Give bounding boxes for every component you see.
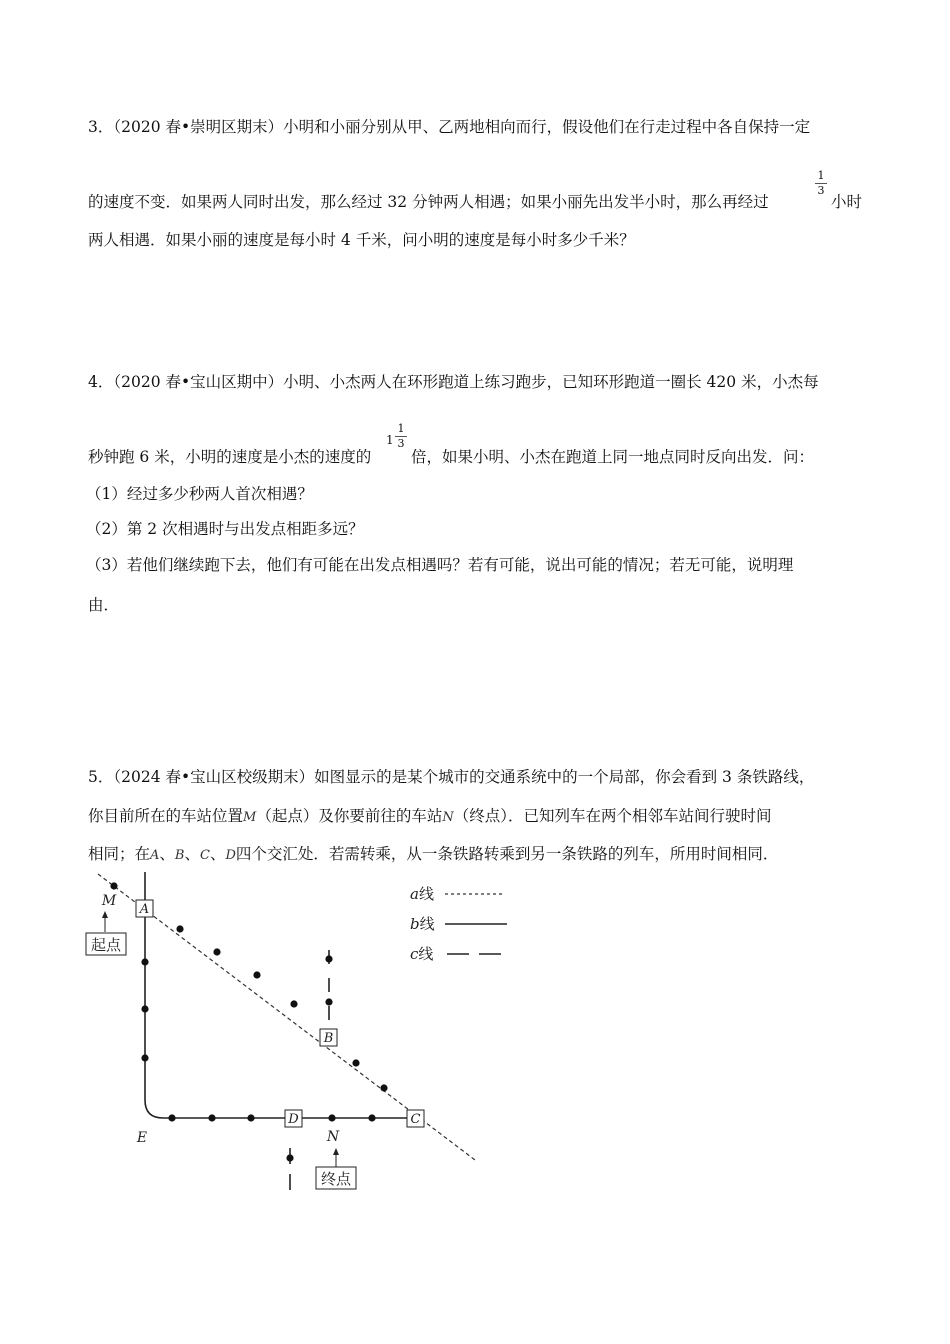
q4-line-2: 秒钟跑 6 米，小明的速度是小杰的速度的 <box>88 448 372 466</box>
junction-a-label: A <box>139 902 150 917</box>
junction-b <box>320 1029 337 1046</box>
station-dot <box>141 1005 148 1012</box>
b-line-track <box>145 872 418 1118</box>
label-e: E <box>136 1130 148 1146</box>
q4-sub-2: （2）第 2 次相遇时与出发点相距多远？ <box>86 520 364 538</box>
q5-var-m: M <box>243 810 257 825</box>
label-m: M <box>101 893 117 909</box>
q3-line-2-text: 的速度不变．如果两人同时出发，那么经过 32 分钟两人相遇；如果小丽先出发半小时，那么再经过 <box>88 193 769 211</box>
junction-c <box>407 1110 424 1127</box>
label-start: 起点 <box>90 936 122 954</box>
q5-sep-2: 、 <box>184 845 200 863</box>
start-arrow-head <box>102 911 108 918</box>
junction-b-label: B <box>323 1031 334 1046</box>
q4-line-1: 4．（2020 春•宝山区期中）小明、小杰两人在环形跑道上练习跑步，已知环形跑道一圈长 420 米，小杰每 <box>88 373 819 391</box>
legend-a-text: 线 <box>418 885 434 903</box>
q4-line-2-tail: 倍，如果小明、小杰在跑道上同一地点同时反向出发．问： <box>411 448 815 466</box>
q5-line-3-a: 相同；在 <box>88 845 151 863</box>
q4-sub-3-end: 由． <box>88 596 120 614</box>
station-dot <box>325 955 332 962</box>
q4-fraction-numerator: 1 <box>397 422 405 435</box>
station-dot <box>168 1114 175 1121</box>
station-m <box>110 882 117 889</box>
legend-a-var: a <box>410 885 419 903</box>
q5-var-c: C <box>200 848 210 863</box>
station-dot <box>141 958 148 965</box>
junction-c-label: C <box>410 1112 421 1127</box>
q3-fraction-denominator: 3 <box>817 184 825 197</box>
station-dot <box>380 1084 387 1091</box>
station-dot <box>141 1054 148 1061</box>
q5-line-2-a: 你目前所在的车站位置 <box>88 807 244 825</box>
q5-var-d: D <box>225 848 236 863</box>
q5-sep-3: 、 <box>209 845 226 863</box>
junction-a <box>136 900 153 917</box>
q4-mixed-whole: 1 <box>386 433 394 447</box>
q3-fraction-numerator: 1 <box>817 169 825 182</box>
legend <box>410 885 507 963</box>
label-n: N <box>326 1129 340 1145</box>
legend-c-label <box>410 945 433 963</box>
station-dot <box>325 998 332 1005</box>
q5-line-2-b: （起点）及你要前往的车站 <box>256 807 443 825</box>
station-n <box>328 1114 335 1121</box>
station-dot <box>213 948 220 955</box>
junction-d-label: D <box>288 1112 299 1127</box>
station-dot <box>176 925 183 932</box>
q5-var-b: B <box>174 848 185 863</box>
station-dot <box>352 1059 359 1066</box>
end-arrow-head <box>333 1148 339 1155</box>
q5-line-1: 5．（2024 春•宝山区校级期末）如图显示的是某个城市的交通系统中的一个局部，你会看到 3 条铁路线， <box>88 768 815 786</box>
q4-sub-3: （3）若他们继续跑下去，他们有可能在出发点相遇吗？若有可能，说出可能的情况；若无可能，说明理 <box>86 556 794 574</box>
q5-sep-1: 、 <box>159 845 175 863</box>
q3-line-3: 两人相遇．如果小丽的速度是每小时 4 千米，问小明的速度是每小时多少千米？ <box>88 231 635 249</box>
q5-line-3-b: 四个交汇处．若需转乘，从一条铁路转乘到另一条铁路的列车，所用时间相同． <box>235 845 779 863</box>
legend-a-label <box>410 885 434 903</box>
label-end: 终点 <box>320 1170 352 1188</box>
q4-fraction-denominator: 3 <box>397 437 405 450</box>
q3-line-2-tail: 小时 <box>831 193 863 211</box>
junction-d <box>285 1110 302 1127</box>
station-dot <box>286 1154 293 1161</box>
legend-b-var: b <box>410 915 420 933</box>
station-dot <box>368 1114 375 1121</box>
q4-sub-1: （1）经过多少秒两人首次相遇？ <box>86 485 313 503</box>
legend-b-label <box>410 915 435 933</box>
station-dot <box>290 1000 297 1007</box>
station-dot <box>208 1114 215 1121</box>
station-dot <box>253 971 260 978</box>
q3-line-1: 3．（2020 春•崇明区期末）小明和小丽分别从甲、乙两地相向而行，假设他们在行走过程中各自保持一定 <box>88 118 811 136</box>
station-dot <box>247 1114 254 1121</box>
q5-line-2-c: （终点）．已知列车在两个相邻车站间行驶时间 <box>453 807 772 825</box>
q5-var-n: N <box>442 810 454 825</box>
q5-var-a: A <box>150 848 160 863</box>
legend-c-text: 线 <box>418 945 434 963</box>
legend-c-var: c <box>410 945 419 963</box>
legend-b-text: 线 <box>419 915 435 933</box>
